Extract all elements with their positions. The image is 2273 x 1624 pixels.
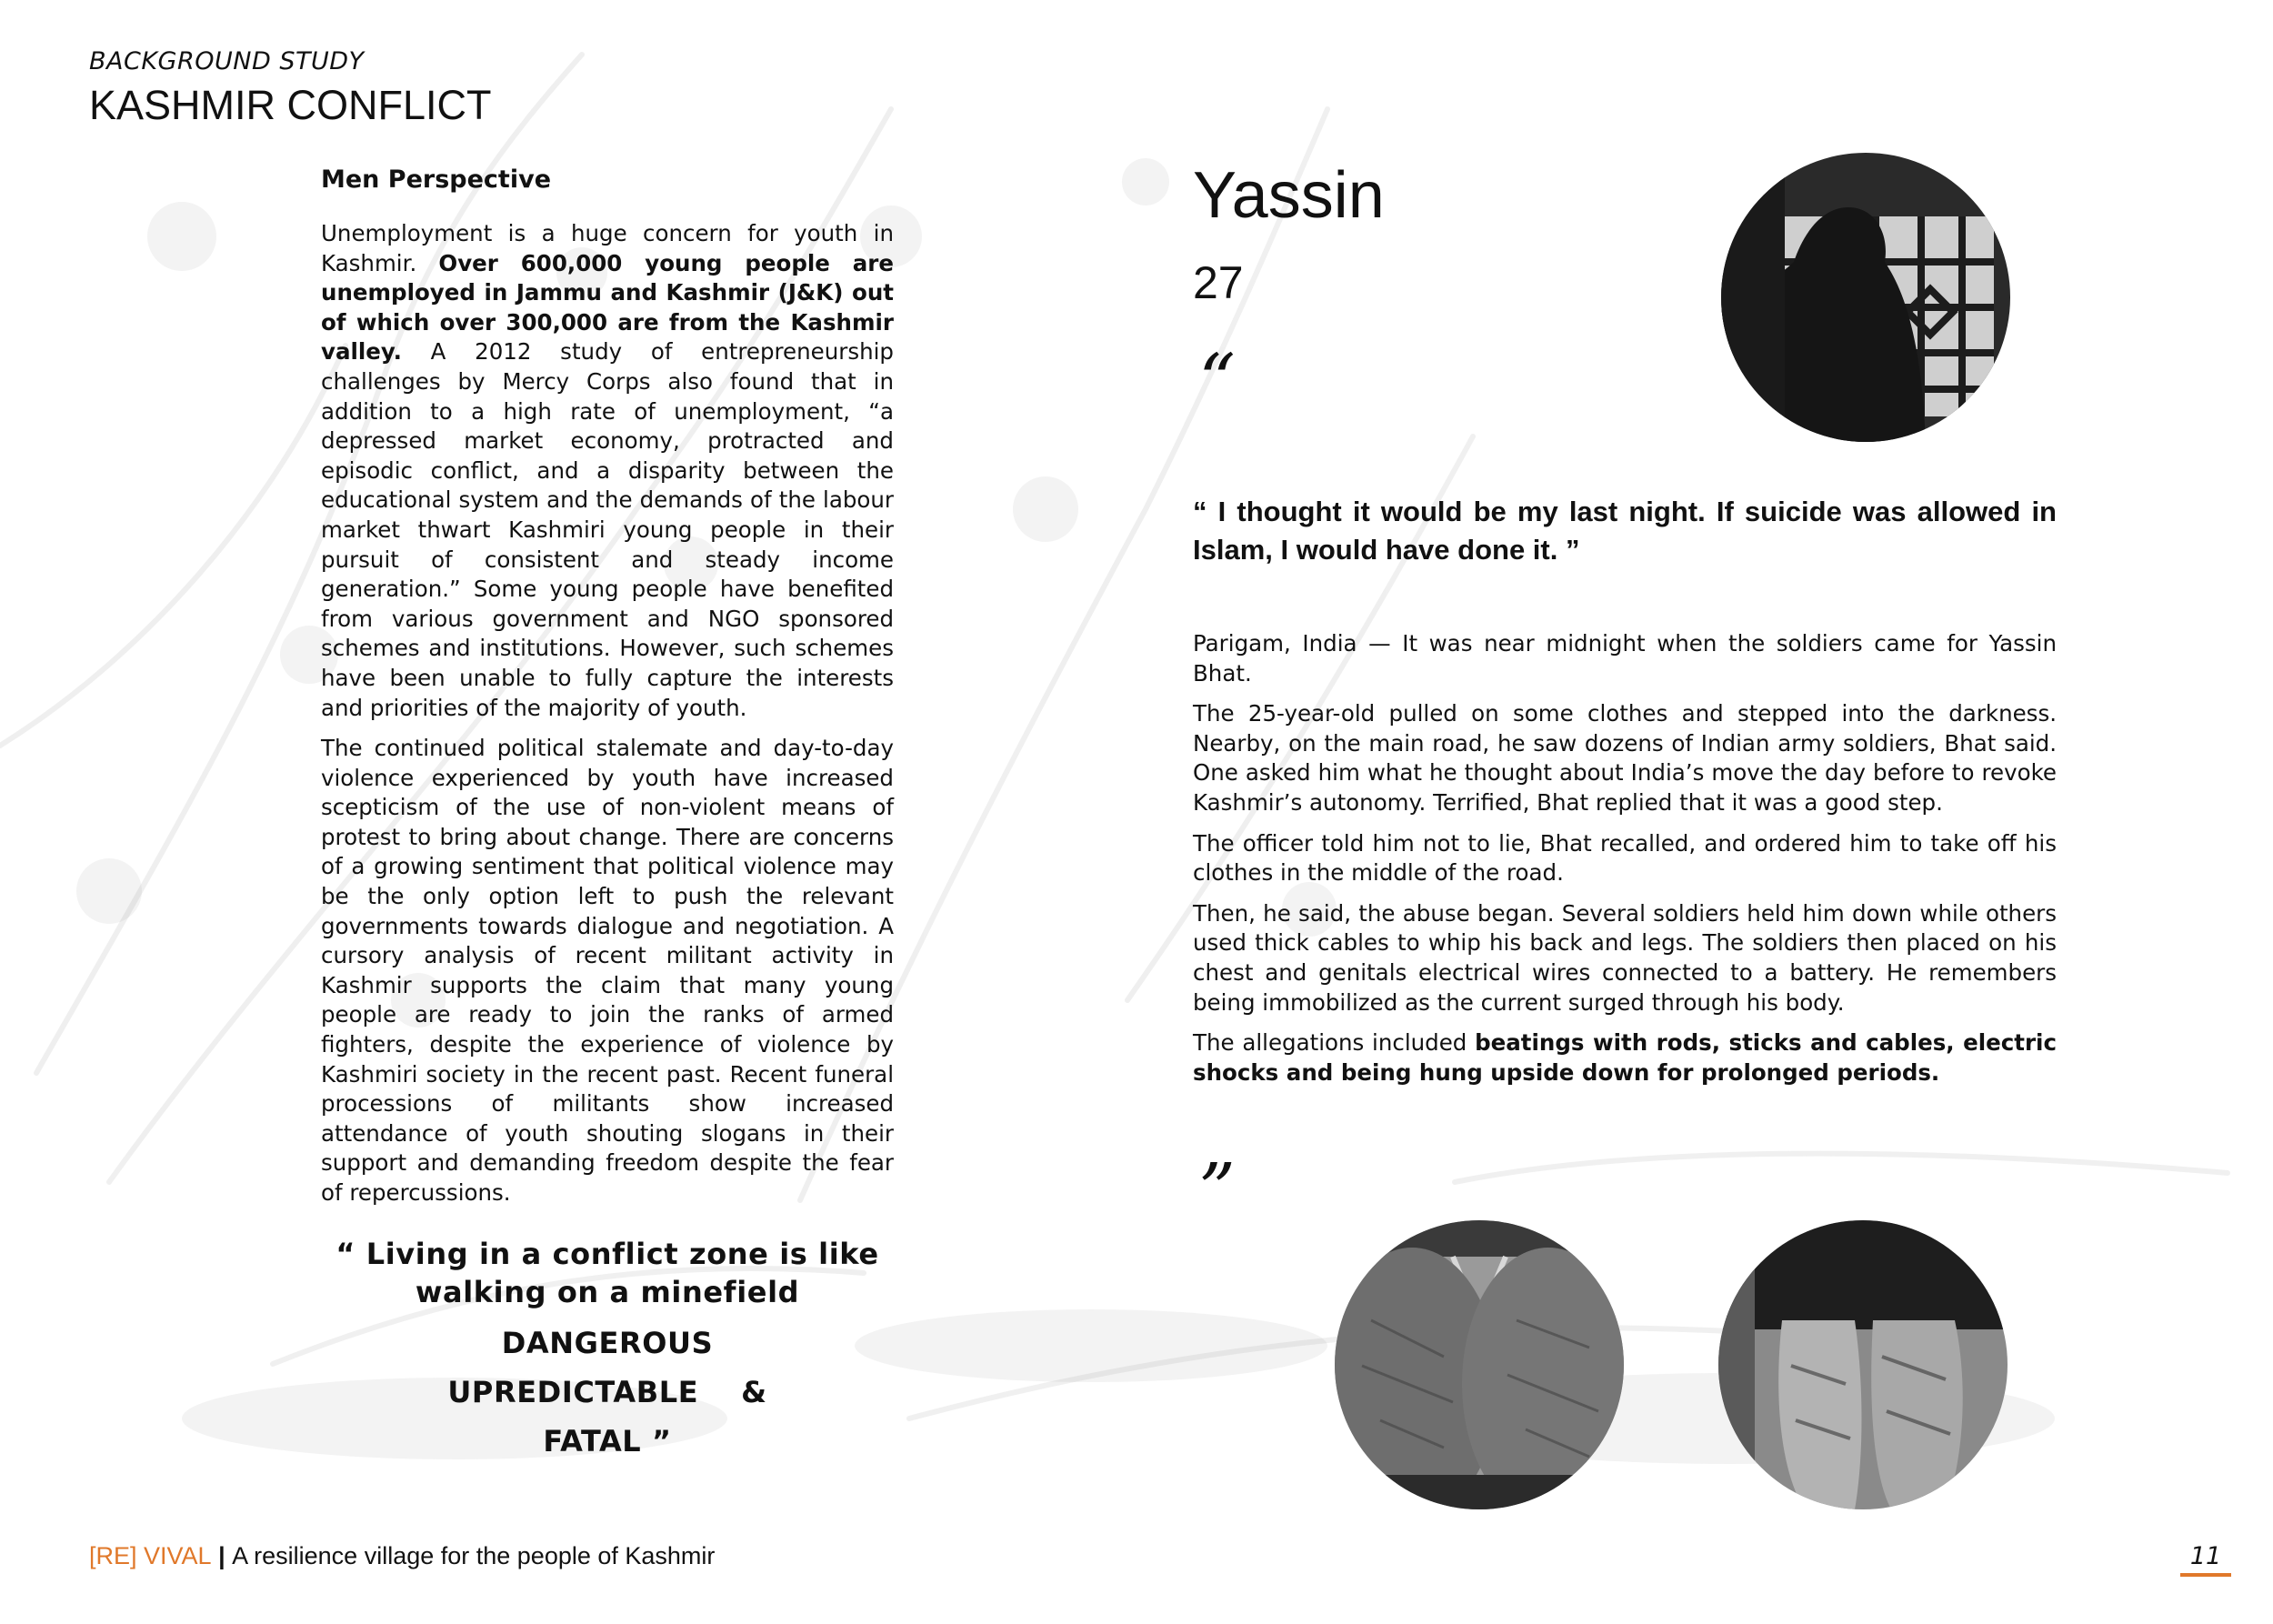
story-paragraph: Then, he said, the abuse began. Several soldiers held him down while others used thick cables to whip his back and legs. The soldiers then placed on his chest and genitals electrical wires connected to a battery. He remembers being immobilized as the current surged through his body.	[1193, 899, 2057, 1016]
quote-word: FATAL ”	[543, 1424, 672, 1459]
story-paragraph: Parigam, India — It was near midnight when the soldiers came for Yassin Bhat.	[1193, 630, 2057, 687]
paragraph-political-stalemate: The continued political stalemate and day-to-day violence experienced by youth have increased scepticism of the use of non-violent means of protest to bring about change. There are concerns of a growing sentiment that political violence may be the only option left to push the relevant governments towards dialogue and negotiation. A cursory analysis of recent militant activity in Kashmir supports the claim that many young people are ready to join the ranks of armed fighters, despite the experience of violence by Kashmiri society in the recent past. Recent funeral processions of militants show increased attendance of youth shouting slogans in their support and demanding freedom despite the fear of repercussions.	[321, 735, 894, 1206]
left-column	[321, 165, 894, 1219]
page-number-underline	[2180, 1573, 2231, 1577]
footer-brand: [RE] VIVAL	[89, 1542, 212, 1569]
footer-separator: |	[211, 1542, 233, 1569]
close-quote-mark: ”	[1198, 1148, 1236, 1232]
paragraph-highlight: Over 600,000 young people are unemployed in Jammu and Kashmir (J&K) out of which over 300,000 are from the Kashmir valley.	[321, 249, 894, 366]
story-paragraph: The officer told him not to lie, Bhat recalled, and ordered him to take off his clothes in the middle of the road.	[1193, 829, 2057, 887]
story-paragraph	[1193, 1028, 2057, 1088]
portrait-photo	[1721, 153, 2010, 442]
quote-word: DANGEROUS	[501, 1326, 714, 1360]
injury-photo-left	[1335, 1220, 1624, 1509]
quote-word: UPREDICTABLE &	[447, 1375, 767, 1409]
paragraph-text: Unemployment is a huge concern for youth in Kashmir.	[321, 220, 894, 276]
paragraph-highlight: beatings with rods, sticks and cables, electric shocks and being hung upside down for prolonged periods.	[1193, 1029, 2057, 1086]
profile-name: Yassin	[1193, 159, 1385, 232]
injury-image	[1335, 1220, 1624, 1509]
paragraph-unemployment	[321, 219, 894, 723]
injury-photo-right	[1718, 1220, 2008, 1509]
quote-line: “ Living in a conflict zone is like	[335, 1237, 879, 1271]
page-number: 11	[2189, 1542, 2222, 1570]
open-quote-mark: “	[1198, 338, 1236, 423]
section-kicker: BACKGROUND STUDY	[89, 47, 365, 75]
profile-pull-quote: “ I thought it would be my last night. If suicide was allowed in Islam, I would have done it. ”	[1193, 496, 2057, 566]
right-column	[1193, 629, 2057, 1098]
paragraph-text: The allegations included	[1193, 1029, 1476, 1057]
paragraph-text: A 2012 study of entrepreneurship challenges by Mercy Corps also found that in addition to a high rate of unemployment, “a depressed market economy, protracted and episodic conflict, and a disparity between the educational system and the demands of the labour market thwart Kashmiri young people in their pursuit of consistent and steady income generation.” Some young people have benefited from various government and NGO sponsored schemes and institutions. However, such schemes have been unable to fully capture the interests and priorities of the majority of youth.	[321, 338, 894, 721]
left-pull-quote	[321, 1235, 894, 1460]
footer	[89, 1542, 715, 1570]
quote-line: walking on a minefield	[415, 1275, 800, 1309]
story-paragraph: The 25-year-old pulled on some clothes and stepped into the darkness. Nearby, on the main road, he saw dozens of Indian army soldiers, Bhat said. One asked him what he thought about India’s move the day before to revoke Kashmir’s autonomy. Terrified, Bhat replied that it was a good step.	[1193, 700, 2057, 816]
footer-tagline: A resilience village for the people of Kashmir	[232, 1542, 716, 1569]
section-heading: Men Perspective	[321, 165, 552, 194]
profile-age: 27	[1193, 257, 1244, 308]
injury-image	[1718, 1220, 2008, 1509]
page-title: KASHMIR CONFLICT	[89, 82, 492, 128]
portrait-image	[1721, 153, 2010, 442]
